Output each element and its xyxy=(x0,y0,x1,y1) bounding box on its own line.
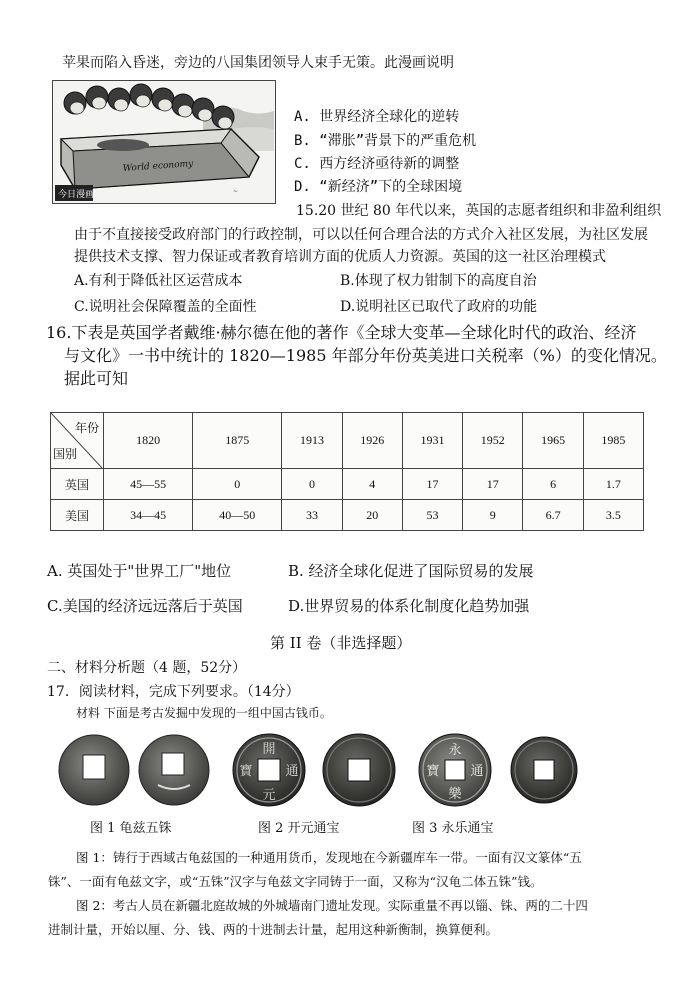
material-intro: 材料 下面是考古发掘中发现的一组中国古钱币。 xyxy=(76,706,332,720)
coins-photo xyxy=(58,727,578,813)
value-cell: 4 xyxy=(342,469,402,500)
q16-stem-line3: 据此可知 xyxy=(64,369,129,388)
value-cell: 53 xyxy=(402,500,462,531)
country-cell: 美国 xyxy=(51,500,104,531)
table-header-row xyxy=(51,413,644,469)
q16-option-a[interactable]: A. 英国处于"世界工厂"地位 xyxy=(47,562,232,580)
table-row-us xyxy=(51,500,644,531)
year-cell: 1952 xyxy=(463,413,523,469)
part-heading: 二、材料分析题（4 题，52分） xyxy=(47,660,247,676)
year-cell: 1965 xyxy=(523,413,583,469)
note-1-line2: 铢”、一面有龟兹文字，或“五铢”汉字与龟兹文字同铸于一面，又称为“汉龟二体五铢”钱。 xyxy=(48,874,543,889)
q16-stem-line2: 与文化》一书中统计的 1820—1985 年部分年份英美进口关税率（%）的变化情况。 xyxy=(64,346,667,365)
year-cell: 1913 xyxy=(282,413,342,469)
caption-figure-1: 图 1 龟兹五铢 xyxy=(90,821,172,836)
value-cell: 6.7 xyxy=(523,500,583,531)
year-cell: 1926 xyxy=(342,413,402,469)
header-country-label: 国别 xyxy=(53,447,78,461)
coin-2-char-top: 開 xyxy=(262,742,276,757)
q16-option-d[interactable]: D.世界贸易的体系化制度化趋势加强 xyxy=(288,597,530,615)
coin-3-obverse xyxy=(419,734,491,806)
q14-option-d[interactable]: D. “新经济”下的全球困境 xyxy=(294,179,463,195)
coin-2-reverse xyxy=(323,734,395,806)
coin-2-char-bottom: 元 xyxy=(262,788,276,803)
year-cell: 1820 xyxy=(104,413,193,469)
value-cell: 3.5 xyxy=(583,500,643,531)
table-row-uk xyxy=(51,469,644,500)
q15-stem-line3: 提供技术支撑、智力保证或者教育培训方面的优质人力资源。英国的这一社区治理模式 xyxy=(74,249,606,265)
coffin-label: World economy xyxy=(122,159,194,174)
coin-3-reverse xyxy=(511,737,577,803)
value-cell: 0 xyxy=(282,469,342,500)
q15-option-a[interactable]: A.有利于降低社区运营成本 xyxy=(74,273,243,289)
value-cell: 0 xyxy=(193,469,282,500)
tariff-table xyxy=(50,412,644,531)
q16-option-c[interactable]: C.美国的经济远远落后于英国 xyxy=(47,597,243,615)
cartoon-stamp: 今日漫画 xyxy=(58,190,95,200)
country-cell: 英国 xyxy=(51,469,104,500)
q16-stem-line1: 16.下表是英国学者戴维·赫尔德在他的著作《全球大变革—全球化时代的政治、经济 xyxy=(46,323,637,342)
year-cell: 1931 xyxy=(402,413,462,469)
note-2-line1: 图 2：考古人员在新疆北庭故城的外城墙南门遗址发现。实际重量不再以锱、铢、两的二十四 xyxy=(76,898,588,913)
q14-option-c[interactable]: C. 西方经济亟待新的调整 xyxy=(294,156,460,172)
coin-3-char-top: 永 xyxy=(448,743,462,758)
coin-1-reverse xyxy=(139,735,209,805)
q16-option-b[interactable]: B. 经济全球化促进了国际贸易的发展 xyxy=(288,562,534,580)
q14-option-b[interactable]: B. “滞胀”背景下的严重危机 xyxy=(294,133,477,149)
coin-3-char-right: 通 xyxy=(470,764,484,779)
coin-2-obverse xyxy=(233,734,305,806)
q14-stem-tail: 苹果而陷入昏迷，旁边的八国集团领导人束手无策。此漫画说明 xyxy=(62,55,454,71)
q15-option-c[interactable]: C.说明社会保障覆盖的全面性 xyxy=(74,299,257,315)
q17-heading: 17．阅读材料，完成下列要求。（14分） xyxy=(47,684,300,700)
q15-option-b[interactable]: B.体现了权力钳制下的高度自治 xyxy=(340,273,537,289)
svg-text:~: ~ xyxy=(233,188,239,195)
coin-3-char-bottom: 樂 xyxy=(448,787,462,802)
header-year-label: 年份 xyxy=(74,421,99,435)
q15-stem-line2: 由于不直接接受政府部门的行政控制，可以以任何合理合法的方式介入社区发展，为社区发展 xyxy=(74,227,648,243)
note-1-line1: 图 1：铸行于西域古龟兹国的一种通用货币，发现地在今新疆库车一带。一面有汉文篆体“五 xyxy=(76,850,582,865)
value-cell: 6 xyxy=(523,469,583,500)
cartoon-illustration xyxy=(52,80,276,204)
value-cell: 34—45 xyxy=(104,500,193,531)
value-cell: 20 xyxy=(342,500,402,531)
coin-1-obverse xyxy=(59,735,129,805)
caption-figure-3: 图 3 永乐通宝 xyxy=(412,821,494,836)
q14-option-a[interactable]: A. 世界经济全球化的逆转 xyxy=(294,109,460,125)
coin-2-char-right: 通 xyxy=(285,764,299,779)
value-cell: 40—50 xyxy=(193,500,282,531)
value-cell: 45—55 xyxy=(104,469,193,500)
cartoon-drawing xyxy=(53,81,275,203)
q15-option-d[interactable]: D.说明社区已取代了政府的功能 xyxy=(340,299,538,315)
note-2-line2: 进制计量，开始以厘、分、钱、两的十进制去计量，起用这种新衡制，换算便利。 xyxy=(48,922,499,937)
value-cell: 9 xyxy=(463,500,523,531)
value-cell: 17 xyxy=(463,469,523,500)
section-title: 第 II 卷（非选择题） xyxy=(270,634,412,652)
q15-stem-line1: 15.20 世纪 80 年代以来，英国的志愿者组织和非盈利组织 xyxy=(296,203,662,219)
coin-3-char-left: 寶 xyxy=(426,764,440,779)
value-cell: 1.7 xyxy=(583,469,643,500)
value-cell: 33 xyxy=(282,500,342,531)
header-corner-cell xyxy=(51,413,104,469)
caption-figure-2: 图 2 开元通宝 xyxy=(258,821,340,836)
year-cell: 1875 xyxy=(193,413,282,469)
coin-2-char-left: 寶 xyxy=(239,764,253,779)
year-cell: 1985 xyxy=(583,413,643,469)
value-cell: 17 xyxy=(402,469,462,500)
